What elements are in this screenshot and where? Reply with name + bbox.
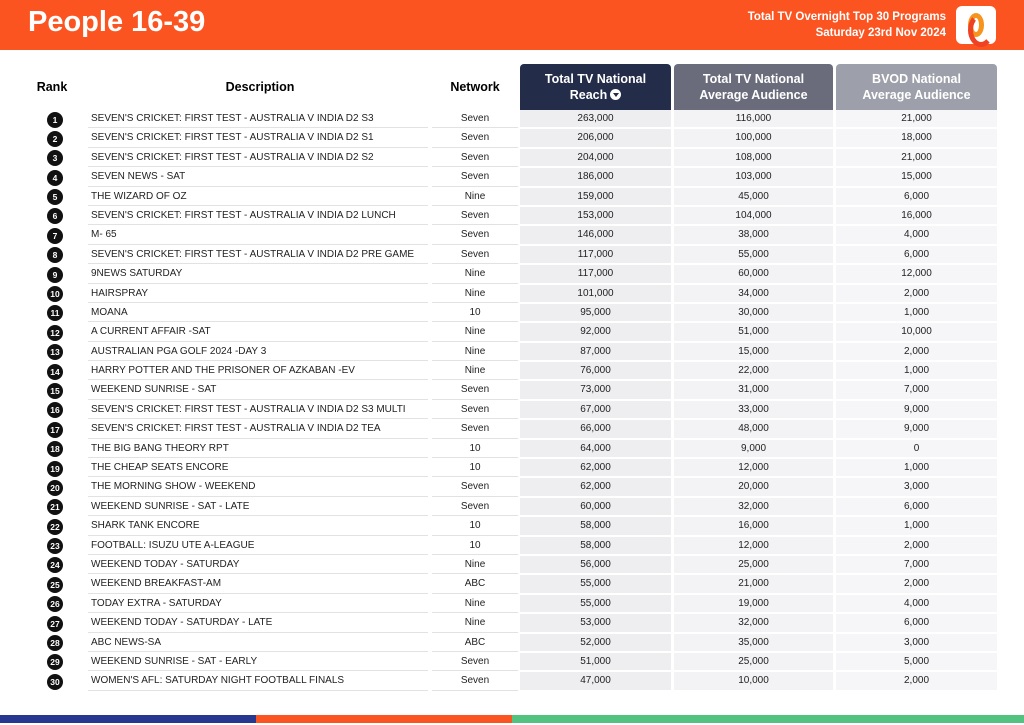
rank-cell	[47, 246, 65, 264]
program-reach: 56,000	[520, 556, 671, 574]
program-description: 9NEWS SATURDAY	[88, 265, 428, 283]
program-average-audience: 48,000	[674, 420, 833, 438]
rank-badge: 16	[47, 402, 63, 418]
table-row[interactable]	[0, 265, 1024, 284]
program-description: SEVEN'S CRICKET: FIRST TEST - AUSTRALIA V INDIA D2 S1	[88, 129, 428, 147]
program-bvod-audience: 3,000	[836, 634, 997, 652]
program-average-audience: 16,000	[674, 517, 833, 535]
program-average-audience: 116,000	[674, 110, 833, 128]
table-row[interactable]	[0, 110, 1024, 129]
program-average-audience: 30,000	[674, 304, 833, 322]
program-reach: 117,000	[520, 265, 671, 283]
program-average-audience: 32,000	[674, 614, 833, 632]
program-description: HARRY POTTER AND THE PRISONER OF AZKABAN -EV	[88, 362, 428, 380]
footer-stripe-orange	[256, 715, 512, 723]
program-network: 10	[432, 459, 518, 477]
program-reach: 95,000	[520, 304, 671, 322]
program-average-audience: 38,000	[674, 226, 833, 244]
program-network: 10	[432, 537, 518, 555]
program-network: Seven	[432, 401, 518, 419]
program-reach: 186,000	[520, 168, 671, 186]
program-bvod-audience: 10,000	[836, 323, 997, 341]
column-header-reach-label: Total TV National Reach	[544, 72, 647, 102]
program-network: Nine	[432, 595, 518, 613]
rank-cell	[47, 343, 65, 361]
program-average-audience: 35,000	[674, 634, 833, 652]
program-description: M- 65	[88, 226, 428, 244]
rank-cell	[47, 110, 65, 128]
rank-badge: 9	[47, 267, 63, 283]
program-network: 10	[432, 304, 518, 322]
rank-badge: 29	[47, 654, 63, 670]
column-header-bvod-label: BVOD National Average Audience	[862, 72, 971, 102]
table-row[interactable]	[0, 226, 1024, 245]
program-description: WEEKEND SUNRISE - SAT	[88, 381, 428, 399]
program-average-audience: 51,000	[674, 323, 833, 341]
rank-badge: 18	[47, 441, 63, 457]
table-row[interactable]	[0, 420, 1024, 439]
rank-cell	[47, 188, 65, 206]
program-bvod-audience: 18,000	[836, 129, 997, 147]
rank-cell	[47, 672, 65, 690]
program-reach: 58,000	[520, 537, 671, 555]
program-bvod-audience: 4,000	[836, 595, 997, 613]
program-description: WEEKEND SUNRISE - SAT - EARLY	[88, 653, 428, 671]
rank-badge: 7	[47, 228, 63, 244]
program-bvod-audience: 7,000	[836, 381, 997, 399]
program-average-audience: 45,000	[674, 188, 833, 206]
footer-stripe-green	[512, 715, 1024, 723]
program-network: Seven	[432, 207, 518, 225]
program-network: Nine	[432, 362, 518, 380]
program-average-audience: 9,000	[674, 440, 833, 458]
program-bvod-audience: 1,000	[836, 517, 997, 535]
rank-badge: 19	[47, 461, 63, 477]
program-bvod-audience: 2,000	[836, 575, 997, 593]
program-reach: 55,000	[520, 575, 671, 593]
column-header-average-label: Total TV National Average Audience	[699, 72, 808, 102]
table-row[interactable]	[0, 537, 1024, 556]
program-bvod-audience: 16,000	[836, 207, 997, 225]
rank-cell	[47, 265, 65, 283]
table-row[interactable]	[0, 168, 1024, 187]
program-reach: 153,000	[520, 207, 671, 225]
rank-badge: 8	[47, 247, 63, 263]
rank-cell	[47, 517, 65, 535]
program-description: SEVEN'S CRICKET: FIRST TEST - AUSTRALIA V INDIA D2 TEA	[88, 420, 428, 438]
rank-cell	[47, 129, 65, 147]
table-row[interactable]	[0, 188, 1024, 207]
program-reach: 66,000	[520, 420, 671, 438]
program-reach: 55,000	[520, 595, 671, 613]
program-description: FOOTBALL: ISUZU UTE A-LEAGUE	[88, 537, 428, 555]
rank-cell	[47, 168, 65, 186]
footer-stripe-blue	[0, 715, 256, 723]
program-average-audience: 31,000	[674, 381, 833, 399]
table-row[interactable]	[0, 634, 1024, 653]
program-reach: 62,000	[520, 459, 671, 477]
rank-badge: 13	[47, 344, 63, 360]
table-row[interactable]	[0, 478, 1024, 497]
rank-badge: 20	[47, 480, 63, 496]
programs-table	[0, 110, 1024, 692]
program-description: THE CHEAP SEATS ENCORE	[88, 459, 428, 477]
rank-badge: 11	[47, 305, 63, 321]
table-row[interactable]	[0, 401, 1024, 420]
program-reach: 47,000	[520, 672, 671, 690]
rank-badge: 26	[47, 596, 63, 612]
program-reach: 64,000	[520, 440, 671, 458]
rank-badge: 15	[47, 383, 63, 399]
table-row[interactable]	[0, 614, 1024, 633]
rank-cell	[47, 537, 65, 555]
program-description: THE MORNING SHOW - WEEKEND	[88, 478, 428, 496]
program-bvod-audience: 3,000	[836, 478, 997, 496]
rank-badge: 25	[47, 577, 63, 593]
rank-badge: 4	[47, 170, 63, 186]
program-reach: 76,000	[520, 362, 671, 380]
program-network: Seven	[432, 498, 518, 516]
program-reach: 92,000	[520, 323, 671, 341]
program-bvod-audience: 6,000	[836, 246, 997, 264]
program-reach: 73,000	[520, 381, 671, 399]
rank-badge: 21	[47, 499, 63, 515]
rank-badge: 5	[47, 189, 63, 205]
program-bvod-audience: 15,000	[836, 168, 997, 186]
program-description: SEVEN NEWS - SAT	[88, 168, 428, 186]
program-bvod-audience: 7,000	[836, 556, 997, 574]
rank-badge: 6	[47, 208, 63, 224]
program-bvod-audience: 2,000	[836, 343, 997, 361]
program-bvod-audience: 2,000	[836, 672, 997, 690]
rank-cell	[47, 149, 65, 167]
table-row[interactable]	[0, 498, 1024, 517]
table-row[interactable]	[0, 323, 1024, 342]
program-network: 10	[432, 440, 518, 458]
program-reach: 263,000	[520, 110, 671, 128]
program-average-audience: 12,000	[674, 537, 833, 555]
program-bvod-audience: 9,000	[836, 420, 997, 438]
table-row[interactable]	[0, 517, 1024, 536]
table-row[interactable]	[0, 149, 1024, 168]
rank-badge: 24	[47, 557, 63, 573]
column-header-reach[interactable]	[520, 64, 671, 110]
program-description: WOMEN'S AFL: SATURDAY NIGHT FOOTBALL FINALS	[88, 672, 428, 690]
program-average-audience: 32,000	[674, 498, 833, 516]
program-bvod-audience: 2,000	[836, 285, 997, 303]
rank-cell	[47, 420, 65, 438]
program-bvod-audience: 1,000	[836, 459, 997, 477]
program-reach: 53,000	[520, 614, 671, 632]
program-average-audience: 60,000	[674, 265, 833, 283]
program-average-audience: 34,000	[674, 285, 833, 303]
program-network: Nine	[432, 343, 518, 361]
rank-badge: 3	[47, 150, 63, 166]
program-average-audience: 108,000	[674, 149, 833, 167]
program-average-audience: 12,000	[674, 459, 833, 477]
rank-cell	[47, 614, 65, 632]
table-row[interactable]	[0, 207, 1024, 226]
table-row[interactable]	[0, 343, 1024, 362]
program-description: WEEKEND TODAY - SATURDAY	[88, 556, 428, 574]
program-average-audience: 20,000	[674, 478, 833, 496]
rank-badge: 23	[47, 538, 63, 554]
program-reach: 204,000	[520, 149, 671, 167]
program-description: SEVEN'S CRICKET: FIRST TEST - AUSTRALIA V INDIA D2 S2	[88, 149, 428, 167]
program-description: AUSTRALIAN PGA GOLF 2024 -DAY 3	[88, 343, 428, 361]
program-reach: 62,000	[520, 478, 671, 496]
program-reach: 52,000	[520, 634, 671, 652]
column-header-description[interactable]: Description	[225, 80, 295, 94]
program-bvod-audience: 4,000	[836, 226, 997, 244]
table-row[interactable]	[0, 575, 1024, 594]
program-network: Nine	[432, 188, 518, 206]
program-bvod-audience: 2,000	[836, 537, 997, 555]
column-header-bvod[interactable]	[836, 64, 997, 110]
rank-cell	[47, 207, 65, 225]
program-description: WEEKEND BREAKFAST-AM	[88, 575, 428, 593]
rank-cell	[47, 575, 65, 593]
program-bvod-audience: 6,000	[836, 498, 997, 516]
program-network: Nine	[432, 265, 518, 283]
program-description: THE BIG BANG THEORY RPT	[88, 440, 428, 458]
rank-cell	[47, 634, 65, 652]
program-network: Seven	[432, 226, 518, 244]
rank-cell	[47, 401, 65, 419]
rank-badge: 10	[47, 286, 63, 302]
table-row[interactable]	[0, 672, 1024, 691]
program-description: THE WIZARD OF OZ	[88, 188, 428, 206]
rank-badge: 12	[47, 325, 63, 341]
page-header	[0, 0, 1024, 50]
program-network: Seven	[432, 478, 518, 496]
rank-cell	[47, 323, 65, 341]
program-average-audience: 10,000	[674, 672, 833, 690]
program-reach: 67,000	[520, 401, 671, 419]
program-network: Seven	[432, 653, 518, 671]
program-average-audience: 25,000	[674, 556, 833, 574]
rank-cell	[47, 595, 65, 613]
program-network: ABC	[432, 634, 518, 652]
program-description: WEEKEND TODAY - SATURDAY - LATE	[88, 614, 428, 632]
table-row[interactable]	[0, 129, 1024, 148]
program-average-audience: 22,000	[674, 362, 833, 380]
program-average-audience: 15,000	[674, 343, 833, 361]
program-network: Seven	[432, 168, 518, 186]
column-header-rank[interactable]: Rank	[36, 80, 68, 94]
rank-badge: 22	[47, 519, 63, 535]
program-reach: 159,000	[520, 188, 671, 206]
program-description: SEVEN'S CRICKET: FIRST TEST - AUSTRALIA V INDIA D2 PRE GAME	[88, 246, 428, 264]
rank-cell	[47, 478, 65, 496]
rank-badge: 14	[47, 364, 63, 380]
table-row[interactable]	[0, 653, 1024, 672]
program-description: SEVEN'S CRICKET: FIRST TEST - AUSTRALIA V INDIA D2 S3 MULTI	[88, 401, 428, 419]
column-header-average[interactable]	[674, 64, 833, 110]
report-info	[748, 9, 946, 41]
program-average-audience: 103,000	[674, 168, 833, 186]
program-reach: 87,000	[520, 343, 671, 361]
page-title: People 16-39	[28, 6, 206, 38]
rank-cell	[47, 498, 65, 516]
program-description: TODAY EXTRA - SATURDAY	[88, 595, 428, 613]
rank-cell	[47, 226, 65, 244]
program-bvod-audience: 1,000	[836, 362, 997, 380]
program-average-audience: 104,000	[674, 207, 833, 225]
program-average-audience: 19,000	[674, 595, 833, 613]
program-network: Nine	[432, 285, 518, 303]
program-reach: 101,000	[520, 285, 671, 303]
oztam-logo-icon	[956, 6, 996, 44]
report-title: Total TV Overnight Top 30 Programs	[747, 11, 946, 23]
program-reach: 146,000	[520, 226, 671, 244]
program-description: A CURRENT AFFAIR -SAT	[88, 323, 428, 341]
program-network: Seven	[432, 672, 518, 690]
rank-badge: 17	[47, 422, 63, 438]
program-description: SEVEN'S CRICKET: FIRST TEST - AUSTRALIA V INDIA D2 S3	[88, 110, 428, 128]
program-bvod-audience: 5,000	[836, 653, 997, 671]
program-network: Seven	[432, 420, 518, 438]
program-network: ABC	[432, 575, 518, 593]
report-date: Saturday 23rd Nov 2024	[815, 27, 946, 39]
program-description: ABC NEWS-SA	[88, 634, 428, 652]
program-average-audience: 100,000	[674, 129, 833, 147]
program-bvod-audience: 6,000	[836, 614, 997, 632]
program-average-audience: 21,000	[674, 575, 833, 593]
rank-cell	[47, 459, 65, 477]
program-average-audience: 33,000	[674, 401, 833, 419]
program-network: Seven	[432, 129, 518, 147]
table-row[interactable]	[0, 381, 1024, 400]
program-bvod-audience: 9,000	[836, 401, 997, 419]
program-reach: 60,000	[520, 498, 671, 516]
footer-stripe	[0, 715, 1024, 723]
program-network: Seven	[432, 381, 518, 399]
program-description: WEEKEND SUNRISE - SAT - LATE	[88, 498, 428, 516]
table-row[interactable]	[0, 440, 1024, 459]
rank-badge: 1	[47, 112, 63, 128]
table-row[interactable]	[0, 285, 1024, 304]
program-description: SHARK TANK ENCORE	[88, 517, 428, 535]
sort-down-icon[interactable]	[610, 89, 621, 100]
table-row[interactable]	[0, 595, 1024, 614]
table-row[interactable]	[0, 556, 1024, 575]
rank-badge: 2	[47, 131, 63, 147]
rank-cell	[47, 304, 65, 322]
program-network: Nine	[432, 556, 518, 574]
rank-badge: 27	[47, 616, 63, 632]
program-bvod-audience: 1,000	[836, 304, 997, 322]
program-average-audience: 55,000	[674, 246, 833, 264]
program-reach: 206,000	[520, 129, 671, 147]
table-row[interactable]	[0, 304, 1024, 323]
rank-cell	[47, 285, 65, 303]
program-network: Seven	[432, 149, 518, 167]
program-description: MOANA	[88, 304, 428, 322]
program-average-audience: 25,000	[674, 653, 833, 671]
program-description: SEVEN'S CRICKET: FIRST TEST - AUSTRALIA V INDIA D2 LUNCH	[88, 207, 428, 225]
rank-badge: 28	[47, 635, 63, 651]
program-bvod-audience: 12,000	[836, 265, 997, 283]
rank-cell	[47, 362, 65, 380]
program-network: Seven	[432, 110, 518, 128]
table-row[interactable]	[0, 246, 1024, 265]
rank-cell	[47, 440, 65, 458]
program-reach: 117,000	[520, 246, 671, 264]
program-description: HAIRSPRAY	[88, 285, 428, 303]
program-bvod-audience: 0	[836, 440, 997, 458]
rank-cell	[47, 556, 65, 574]
program-bvod-audience: 21,000	[836, 110, 997, 128]
program-bvod-audience: 6,000	[836, 188, 997, 206]
program-network: Nine	[432, 614, 518, 632]
program-bvod-audience: 21,000	[836, 149, 997, 167]
program-reach: 58,000	[520, 517, 671, 535]
rank-cell	[47, 653, 65, 671]
table-row[interactable]	[0, 459, 1024, 478]
rank-cell	[47, 381, 65, 399]
rank-badge: 30	[47, 674, 63, 690]
program-network: 10	[432, 517, 518, 535]
program-network: Nine	[432, 323, 518, 341]
program-network: Seven	[432, 246, 518, 264]
program-reach: 51,000	[520, 653, 671, 671]
column-header-network[interactable]: Network	[450, 80, 500, 94]
table-row[interactable]	[0, 362, 1024, 381]
